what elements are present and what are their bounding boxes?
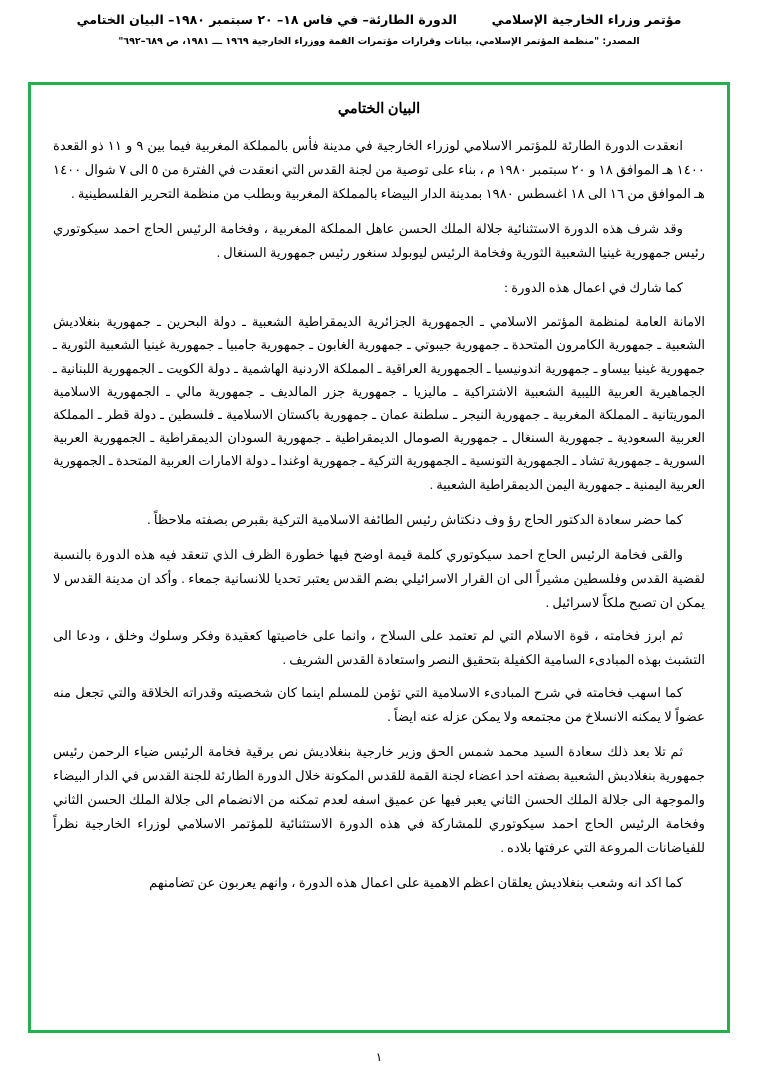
paragraph: كما شارك في اعمال هذه الدورة : xyxy=(504,280,683,296)
header-session-info: الدورة الطارئة– في فاس ١٨– ٢٠ سبتمبر ١٩٨٠– البيان الختامي xyxy=(76,12,457,27)
paragraph: كما اسهب فخامته في شرح المبادىء الاسلامية التي تؤمن للمسلم اينما كان شخصيته وقدراته الخلاقة والتي تجعل منه عضواً لا يمكنه الانسلاخ من مجتمعه ولا يمكن عزله عنه ايضاً . xyxy=(53,684,705,724)
header-source-line: المصدر: "منظمة المؤتمر الإسلامي، بيانات وقرارات مؤتمرات القمة ووزراء الخارجية ١٩٦٩ ـــ ١٩٨١، ص ٦٨٩–٦٩٢" xyxy=(118,36,640,47)
header-title-line xyxy=(26,12,732,27)
paragraph: انعقدت الدورة الطارئة للمؤتمر الاسلامي لوزراء الخارجية في مدينة فأس بالمملكة المغربية فيما بين ٩ و ١١ ذو القعدة ١٤٠٠ هـ الموافق ١٨ و ٢٠ سبتمبر ١٩٨٠ م ، بناء على توصية من لجنة القدس التي انعقدت في الفترة من ٥ الى ٧ شوال ١٤٠٠ هـ الموافق من ١٦ الى ١٨ اغسطس ١٩٨٠ بمدينة الدار البيضاء بالمملكة المغربية وبطلب من منظمة التحرير الفلسطينية . xyxy=(53,138,706,202)
page-number: ١ xyxy=(375,1050,383,1064)
document-frame xyxy=(28,82,730,1033)
paragraph: ثم تلا بعد ذلك سعادة السيد محمد شمس الحق وزير خارجية بنغلاديش نص برقية فخامة الرئيس ضياء الرحمن رئيس جمهورية بنغلاديش الشعبية بصفته احد اعضاء لجنة القمة للقدس المكونة خلال الدورة الطارئة للجنة القدس في الدار البيضاء والموجهة الى جلالة الملك الحسن الثاني يعبر فيها عن عميق اسفه لعدم تمكنه من الانضمام الى جلالة الملك الحسن الثاني وفخامة الرئيس الحاج احمد سيكوتوري للمشاركة في هذه الدورة الاستثنائية للمؤتمر الاسلامي لوزراء الخارجية نظراً للفياضانات المروعة التي عرفتها بلاده . xyxy=(53,743,705,856)
paragraph: والقى فخامة الرئيس الحاج احمد سيكوتوري كلمة قيمة اوضح فيها خطورة الظرف الذي تنعقد فيه هذه الدورة بالنسبة لقضية القدس وفلسطين مشيراً الى ان القرار الاسرائيلي بضم القدس يعتبر تحديا للانسانية جمعاء . وأكد ان مدينة القدس لا يمكن ان تصبح ملكاً لاسرائيل . xyxy=(53,546,705,610)
paragraph: ثم ابرز فخامته ، قوة الاسلام التي لم تعتمد على السلاح ، وانما على خاصيتها كعقيدة وفكر وسلوك وخلق ، ودعا الى التشبث بهذه المبادىء السامية الكفيلة بتحقيق النصر واستعادة القدس الشريف . xyxy=(53,627,705,667)
header-conference-name: مؤتمر وزراء الخارجية الإسلامي xyxy=(491,12,682,27)
participants-list: الامانة العامة لمنظمة المؤتمر الاسلامي ـ الجمهورية الجزائرية الديمقراطية الشعبية ـ دولة البحرين ـ جمهورية بنغلاديش الشعبية ـ جمهورية الكامرون المتحدة ـ جمهورية جيبوتي ـ جمهورية الغابون ـ جمهورية جامبيا ـ جمهورية غينيا الشعبية الثورية ـ جمهورية غينيا بيساو ـ جمهورية اندونيسيا ـ الجمهورية العراقية ـ المملكة الاردنية الهاشمية ـ دولة الكويت ـ الجمهورية اللبنانية ـ الجماهيرية العربية الليبية الشعبية الاشتراكية ـ ماليزيا ـ جمهورية جزر المالديف ـ جمهورية مالي ـ الجمهورية الاسلامية الموريتانية ـ المملكة المغربية ـ جمهورية النيجر ـ سلطنة عمان ـ جمهورية باكستان الاسلامية ـ فلسطين ـ دولة قطر ـ المملكة العربية السعودية ـ جمهورية السنغال ـ جمهورية الصومال الديمقراطية ـ جمهورية السودان الديمقراطية ـ الجمهورية العربية السورية ـ جمهورية تشاد ـ الجمهورية التونسية ـ الجمهورية التركية ـ جمهورية اوغندا ـ دولة الامارات العربية المتحدة ـ الجمهورية العربية اليمنية ـ جمهورية اليمن الديمقراطية الشعبية . xyxy=(53,315,705,492)
paragraph: كما اكد انه وشعب بنغلاديش يعلقان اعظم الاهمية على اعمال هذه الدورة ، وانهم يعربون عن تضامنهم xyxy=(149,875,683,891)
paragraph: وقد شرف هذه الدورة الاستثنائية جلالة الملك الحسن عاهل المملكة المغربية ، وفخامة الرئيس الحاج احمد سيكوتوري رئيس جمهورية غينيا الشعبية الثورية وفخامة الرئيس ليوبولد سنغور رئيس جمهورية السنغال . xyxy=(53,221,705,261)
page-header xyxy=(0,0,758,47)
page-title: البيان الختامي xyxy=(337,101,421,117)
paragraph: كما حضر سعادة الدكتور الحاج رؤ وف دنكتاش رئيس الطائفة الاسلامية التركية بقبرص بصفته ملاحظاً . xyxy=(147,511,683,527)
document-body xyxy=(31,85,727,1030)
